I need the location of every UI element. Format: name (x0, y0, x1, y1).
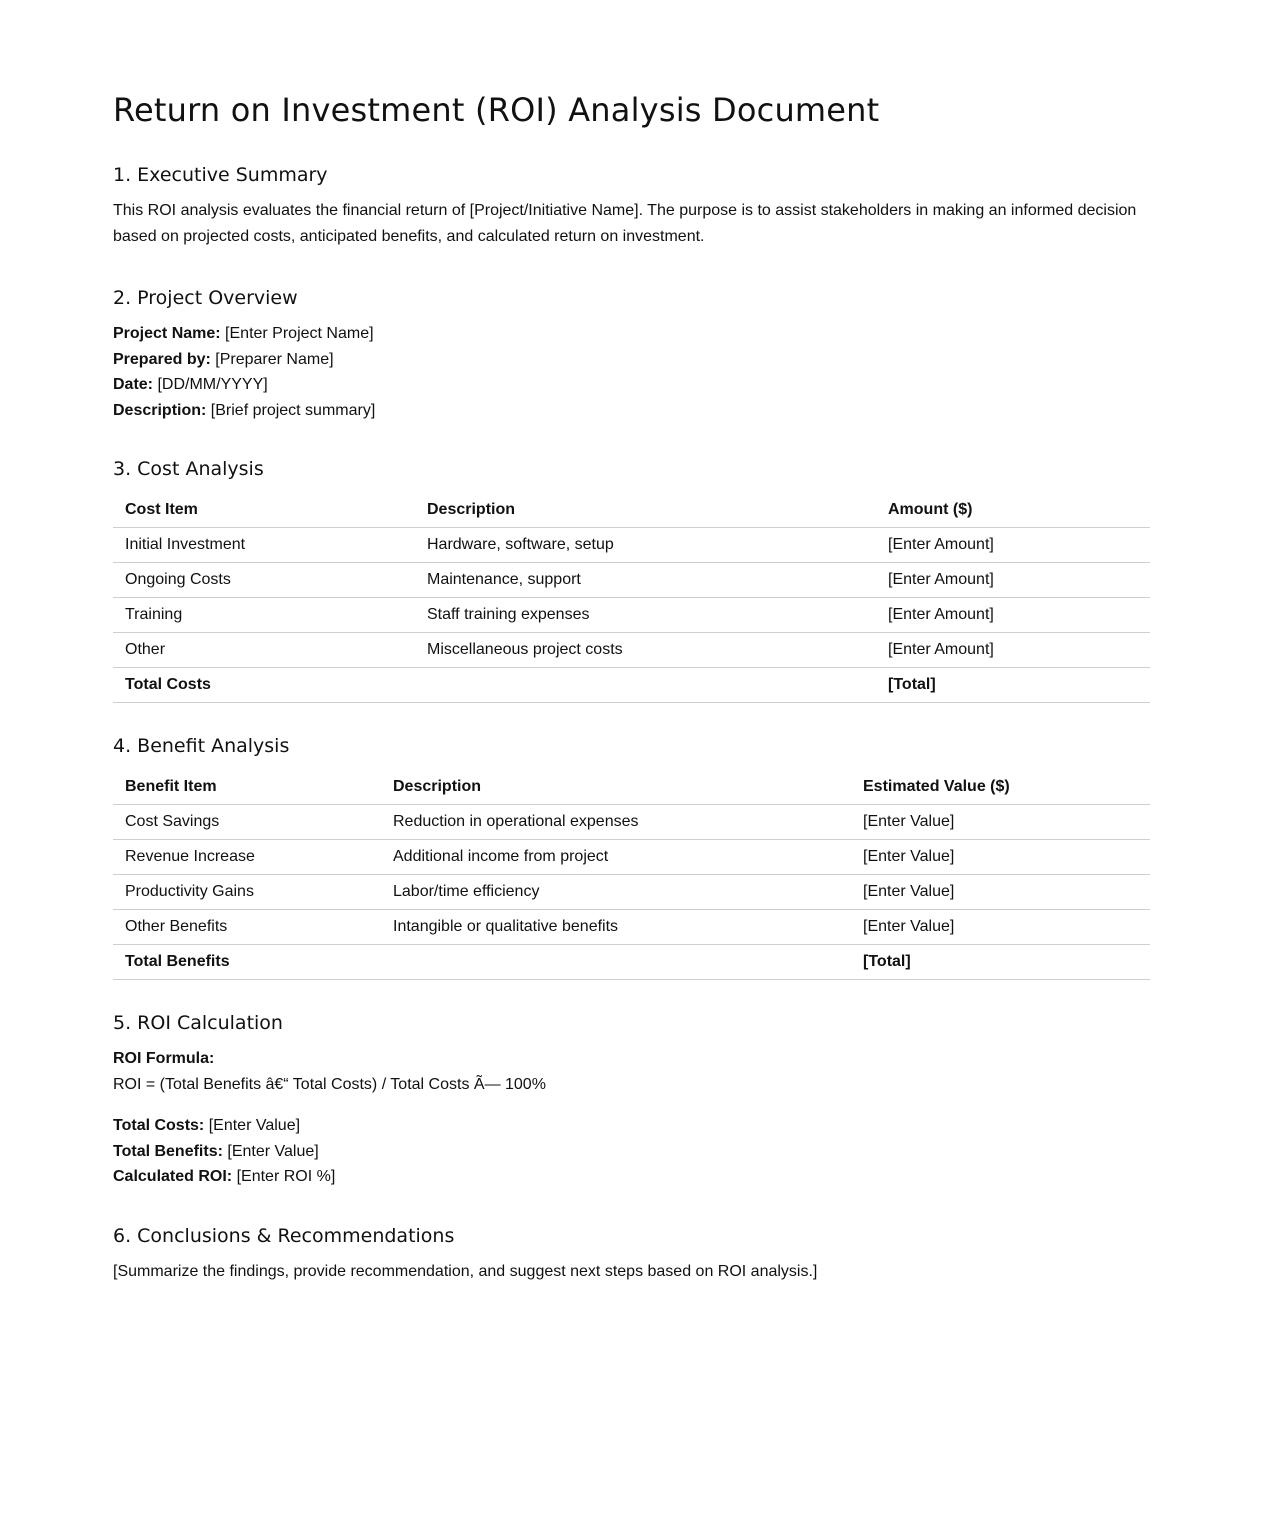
cost-analysis-section (113, 456, 1150, 703)
executive-summary-section (113, 162, 1150, 250)
total-costs-field (113, 1113, 1150, 1139)
field-label: Project Name: (113, 325, 221, 342)
table-row (113, 528, 1150, 563)
conclusions-text: [Summarize the findings, provide recommendation, and suggest next steps based on ROI analysis.] (113, 1262, 818, 1280)
table-cell: Maintenance, support (415, 563, 876, 598)
table-cell: Other (113, 633, 415, 668)
table-row (113, 840, 1150, 875)
column-header: Cost Item (113, 492, 415, 528)
field-label: Total Benefits: (113, 1142, 223, 1160)
cost-table (113, 492, 1150, 703)
table-cell: Hardware, software, setup (415, 528, 876, 563)
project-overview-heading: 2. Project Overview (113, 287, 298, 309)
conclusions-section (113, 1223, 1150, 1285)
table-row (113, 633, 1150, 668)
table-cell: Additional income from project (381, 840, 851, 875)
table-row (113, 805, 1150, 840)
table-header-row (113, 769, 1150, 805)
field-value: [Enter Value] (227, 1142, 319, 1160)
table-cell: Training (113, 598, 415, 633)
roi-formula: ROI = (Total Benefits â€“ Total Costs) / Total Costs Ã— 100% (113, 1075, 546, 1093)
document-title: Return on Investment (ROI) Analysis Document (113, 91, 880, 129)
table-cell: Other Benefits (113, 910, 381, 945)
total-costs-row (113, 668, 1150, 703)
table-cell: Total Benefits (113, 945, 381, 980)
cost-analysis-heading: 3. Cost Analysis (113, 458, 264, 480)
calculated-roi-field (113, 1164, 1150, 1190)
table-cell: Revenue Increase (113, 840, 381, 875)
total-benefits-row (113, 945, 1150, 980)
table-cell: [Enter Amount] (876, 598, 1150, 633)
table-cell: [Total] (851, 945, 1150, 980)
executive-summary-heading: 1. Executive Summary (113, 164, 328, 186)
table-cell: [Enter Amount] (876, 528, 1150, 563)
column-header: Amount ($) (876, 492, 1150, 528)
total-benefits-field (113, 1139, 1150, 1165)
field-label: Prepared by: (113, 350, 211, 368)
column-header: Description (415, 492, 876, 528)
table-cell: Total Costs (113, 668, 415, 703)
table-header-row (113, 492, 1150, 528)
table-cell: [Total] (876, 668, 1150, 703)
table-row (113, 875, 1150, 910)
table-row (113, 598, 1150, 633)
table-cell: Productivity Gains (113, 875, 381, 910)
table-row (113, 563, 1150, 598)
table-cell: Miscellaneous project costs (415, 633, 876, 668)
table-cell: [Enter Value] (851, 805, 1150, 840)
table-cell: Cost Savings (113, 805, 381, 840)
benefit-table (113, 769, 1150, 980)
table-cell (381, 945, 851, 980)
roi-calculation-heading: 5. ROI Calculation (113, 1012, 283, 1034)
field-value: [Enter Value] (208, 1117, 301, 1134)
field-label: Date: (113, 376, 154, 393)
description-field (113, 398, 1150, 424)
date-field (113, 372, 1150, 398)
table-cell: [Enter Value] (851, 875, 1150, 910)
table-cell: Intangible or qualitative benefits (381, 910, 851, 945)
column-header: Estimated Value ($) (851, 769, 1150, 805)
table-row (113, 910, 1150, 945)
table-cell: [Enter Amount] (876, 633, 1150, 668)
field-value: [Preparer Name] (215, 350, 334, 368)
field-value: [DD/MM/YYYY] (157, 376, 268, 393)
field-label: Total Costs: (113, 1117, 205, 1134)
executive-summary-text: This ROI analysis evaluates the financial return of [Project/Initiative Name]. The purpose is to assist stakeholders in making an informed decision based on projected costs, anticipated benefits, and calculated return on investment. (113, 202, 1137, 245)
roi-formula-label (113, 1046, 1150, 1072)
field-label: Description: (113, 401, 207, 419)
project-name-field (113, 321, 1150, 347)
table-cell (415, 668, 876, 703)
table-cell: Staff training expenses (415, 598, 876, 633)
table-cell: [Enter Amount] (876, 563, 1150, 598)
table-cell: Ongoing Costs (113, 563, 415, 598)
project-overview-section (113, 285, 1150, 423)
table-cell: [Enter Value] (851, 840, 1150, 875)
table-cell: Labor/time efficiency (381, 875, 851, 910)
table-cell: Reduction in operational expenses (381, 805, 851, 840)
roi-calculation-section (113, 1010, 1150, 1190)
roi-formula-block (113, 1046, 1150, 1097)
column-header: Benefit Item (113, 769, 381, 805)
field-label: Calculated ROI: (113, 1168, 233, 1185)
benefit-analysis-heading: 4. Benefit Analysis (113, 735, 290, 757)
conclusions-heading: 6. Conclusions & Recommendations (113, 1224, 455, 1247)
table-cell: [Enter Value] (851, 910, 1150, 945)
column-header: Description (381, 769, 851, 805)
field-value: [Enter Project Name] (225, 325, 374, 342)
benefit-analysis-section (113, 733, 1150, 980)
formula-label: ROI Formula: (113, 1050, 215, 1067)
field-value: [Enter ROI %] (236, 1168, 336, 1185)
prepared-by-field (113, 347, 1150, 373)
field-value: [Brief project summary] (210, 401, 376, 419)
table-cell: Initial Investment (113, 528, 415, 563)
